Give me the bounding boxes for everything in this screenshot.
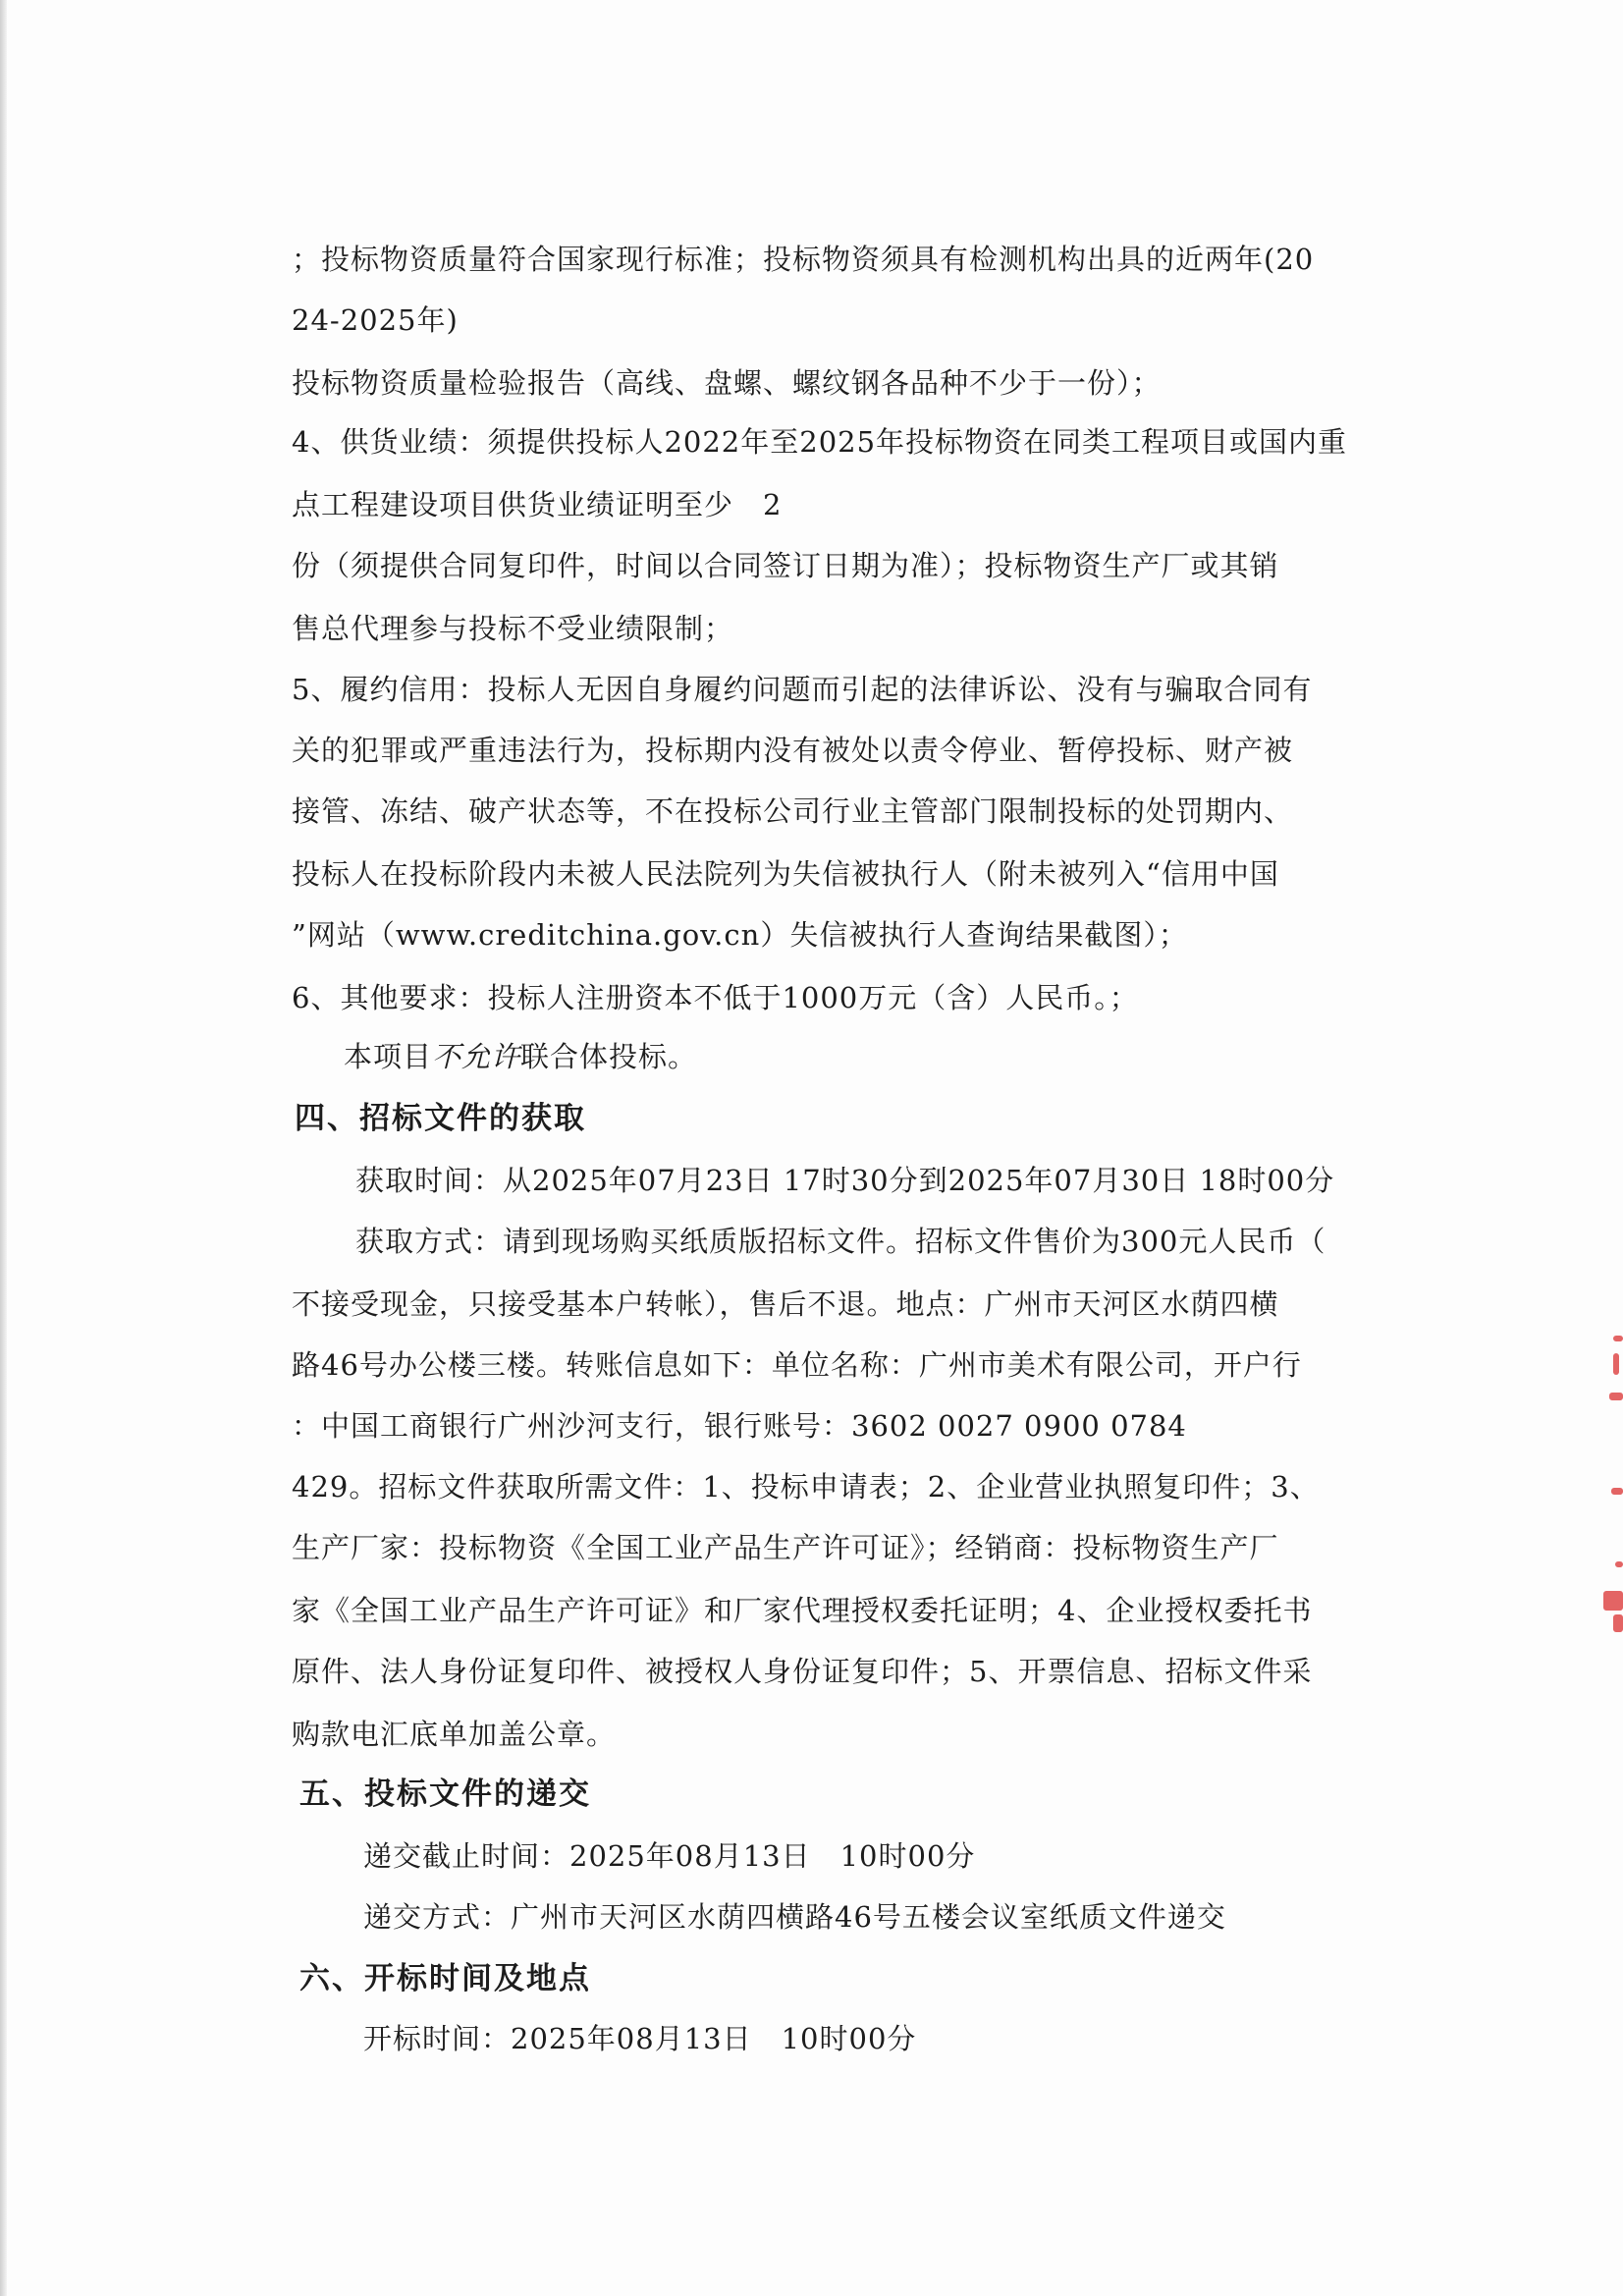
text-line: 不接受现金，只接受基本户转帐），售后不退。地点：广州市天河区水荫四横 [292,1287,1279,1321]
seal-stamp-fragment [1615,1561,1623,1567]
text-line: ：中国工商银行广州沙河支行，银行账号：3602 0027 0900 0784 [292,1409,1187,1443]
text-line: 售总代理参与投标不受业绩限制； [292,612,734,645]
section-heading-6: 六、开标时间及地点 [299,1961,591,1996]
seal-stamp-fragment [1613,1614,1623,1632]
text-line: 获取方式：请到现场购买纸质版招标文件。招标文件售价为300元人民币（ [355,1225,1326,1258]
text-line: 家《全国工业产品生产许可证》和厂家代理授权委托证明；4、企业授权委托书 [292,1594,1313,1627]
text-line: ”网站（www.creditchina.gov.cn）失信被执行人查询结果截图）； [292,918,1188,952]
text-line: 5、履约信用：投标人无因自身履约问题而引起的法律诉讼、没有与骗取合同有 [292,673,1313,706]
text-line: ；投标物资质量符合国家现行标准；投标物资须具有检测机构出具的近两年(20 [292,243,1315,276]
text-line-no-consortium [344,1039,697,1074]
text-line: 生产厂家：投标物资《全国工业产品生产许可证》；经销商：投标物资生产厂 [292,1531,1279,1564]
text-line: 开标时间：2025年08月13日 10时00分 [363,2022,917,2055]
text-fragment-italic: 不允许 [432,1040,521,1073]
seal-stamp-fragment [1613,1353,1619,1375]
text-line: 份（须提供合同复印件，时间以合同签订日期为准）；投标物资生产厂或其销 [292,549,1279,582]
text-line: 接管、冻结、破产状态等，不在投标公司行业主管部门限制投标的处罚期内、 [292,794,1294,828]
text-line: 点工程建设项目供货业绩证明至少 2 [292,488,783,521]
text-line: 投标物资质量检验报告（高线、盘螺、螺纹钢各品种不少于一份）； [292,366,1162,400]
text-line: 递交方式：广州市天河区水荫四横路46号五楼会议室纸质文件递交 [363,1900,1226,1934]
text-line: 原件、法人身份证复印件、被授权人身份证复印件；5、开票信息、招标文件采 [292,1655,1313,1688]
section-heading-4: 四、招标文件的获取 [295,1101,586,1136]
text-line: 获取时间：从2025年07月23日 17时30分到2025年07月30日 18时00分 [355,1164,1335,1197]
seal-stamp-fragment [1609,1393,1623,1400]
seal-stamp-fragment [1611,1488,1623,1495]
text-line: 关的犯罪或严重违法行为，投标期内没有被处以责令停业、暂停投标、财产被 [292,734,1294,767]
section-heading-5: 五、投标文件的递交 [299,1777,591,1812]
text-line: 4、供货业绩：须提供投标人2022年至2025年投标物资在同类工程项目或国内重 [292,425,1348,459]
text-fragment: 本项目 [344,1040,433,1073]
text-line: 429。招标文件获取所需文件：1、投标申请表；2、企业营业执照复印件；3、 [292,1470,1320,1503]
text-line: 递交截止时间：2025年08月13日 10时00分 [363,1839,976,1873]
seal-stamp-fragment [1603,1591,1623,1611]
text-line: 投标人在投标阶段内未被人民法院列为失信被执行人（附未被列入“信用中国 [292,857,1279,891]
text-line: 6、其他要求：投标人注册资本不低于1000万元（含）人民币。； [292,981,1139,1014]
seal-stamp-fragment [1613,1336,1623,1341]
text-line: 24-2025年) [292,303,459,337]
page-left-edge [0,0,7,2296]
text-line: 路46号办公楼三楼。转账信息如下：单位名称：广州市美术有限公司，开户行 [292,1348,1302,1382]
text-fragment: 联合体投标。 [520,1040,698,1073]
text-line: 购款电汇底单加盖公章。 [292,1718,617,1751]
